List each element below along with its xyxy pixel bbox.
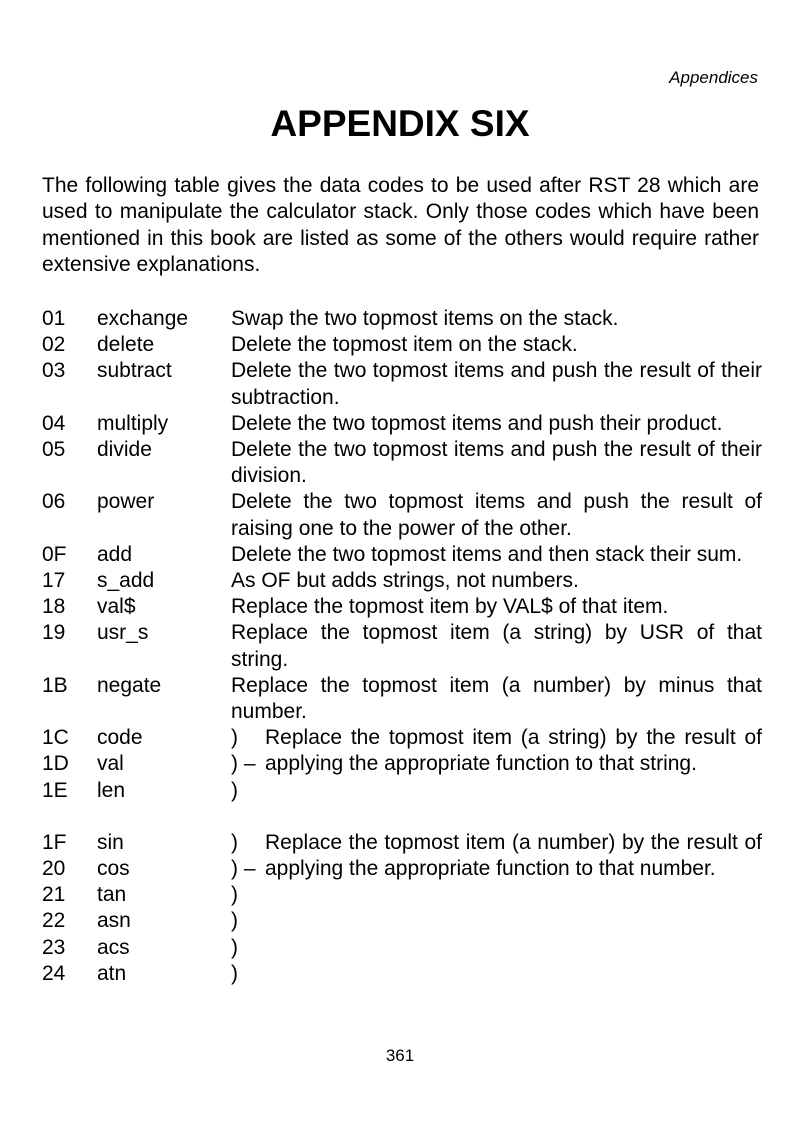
code-cell: 04 xyxy=(42,411,66,435)
description-cell: Delete the two topmost items and push the result of their subtraction. xyxy=(231,359,762,409)
bracket-mark: ) xyxy=(231,778,238,802)
code-cell: 1E xyxy=(42,778,68,802)
shared-description: Replace the topmost item (a string) by the result of applying the appropriate function to that string. xyxy=(265,726,762,776)
name-cell: tan xyxy=(97,883,127,907)
description-cell: Delete the two topmost items and then stack their sum. xyxy=(231,542,743,566)
page-number: 361 xyxy=(385,1046,415,1065)
table-row xyxy=(42,594,762,620)
description-cell: Delete the two topmost items and push the result of raising one to the power of the other. xyxy=(231,490,762,540)
table-row xyxy=(42,935,762,961)
code-cell: 23 xyxy=(42,935,66,959)
bracket-mark: ) xyxy=(231,935,238,959)
table-row xyxy=(42,358,762,410)
calculator-code-table xyxy=(42,306,762,987)
name-cell: exchange xyxy=(97,307,189,330)
code-cell: 1F xyxy=(42,830,67,854)
description-cell: Replace the topmost item by VAL$ of that item. xyxy=(231,595,669,619)
name-cell: val$ xyxy=(97,595,136,619)
description-cell: Replace the topmost item (a number) by minus that number. xyxy=(231,673,762,724)
bracket-mark: ) – xyxy=(231,752,256,776)
bracket-mark: ) xyxy=(231,883,238,907)
table-row xyxy=(42,489,762,541)
description-cell: Delete the topmost item on the stack. xyxy=(231,333,578,357)
description-cell: Replace the topmost item (a string) by USR of that string. xyxy=(231,621,762,671)
code-cell: 01 xyxy=(42,307,66,330)
code-cell: 20 xyxy=(42,857,66,880)
code-cell: 17 xyxy=(42,569,66,593)
name-cell: add xyxy=(97,542,133,566)
description-cell: Delete the two topmost items and push the result of their division. xyxy=(231,438,762,488)
code-cell: 19 xyxy=(42,621,66,645)
shared-description: Replace the topmost item (a number) by the result of applying the appropriate function to that number. xyxy=(265,830,762,881)
code-cell: 21 xyxy=(42,883,66,907)
string-function-group xyxy=(42,725,762,804)
name-cell: val xyxy=(97,752,124,776)
description-cell: As OF but adds strings, not numbers. xyxy=(231,569,579,593)
table-row xyxy=(42,411,762,437)
table-row xyxy=(42,620,762,672)
code-cell: 22 xyxy=(42,909,66,933)
code-cell: 05 xyxy=(42,438,66,462)
entry-list xyxy=(42,306,762,725)
name-cell: delete xyxy=(97,333,155,357)
name-cell: divide xyxy=(97,438,152,462)
table-row xyxy=(42,882,762,908)
name-cell: sin xyxy=(97,830,124,854)
name-cell: multiply xyxy=(97,411,169,435)
code-cell: 1D xyxy=(42,752,69,776)
name-cell: len xyxy=(97,778,126,802)
name-cell: usr_s xyxy=(97,621,149,645)
code-cell: 1C xyxy=(42,726,69,750)
code-cell: 18 xyxy=(42,595,66,619)
name-cell: asn xyxy=(97,909,131,933)
code-cell: 1B xyxy=(42,673,68,697)
table-row xyxy=(42,908,762,934)
table-row xyxy=(42,961,762,987)
name-cell: negate xyxy=(97,673,162,697)
code-cell: 0F xyxy=(42,542,67,566)
bracket-mark: ) xyxy=(231,961,238,985)
table-row xyxy=(42,306,762,332)
name-cell: atn xyxy=(97,961,127,985)
table-row xyxy=(42,542,762,568)
table-row xyxy=(42,437,762,489)
code-cell: 03 xyxy=(42,359,66,383)
name-cell: s_add xyxy=(97,569,155,593)
name-cell: acs xyxy=(97,935,130,959)
description-cell: Delete the two topmost items and push their product. xyxy=(231,411,723,435)
name-cell: cos xyxy=(97,857,130,880)
table-row xyxy=(42,568,762,594)
code-cell: 24 xyxy=(42,961,66,985)
code-cell: 02 xyxy=(42,333,66,357)
bracket-mark: ) xyxy=(231,726,238,750)
bracket-mark: ) – xyxy=(231,857,256,880)
intro-paragraph: The following table gives the data codes to be used after RST 28 which are used to manipulate the calculator stack. Only those codes which have been mentioned in this book are listed as some of the others would require rather extensive explanations. xyxy=(42,174,759,277)
table-row xyxy=(42,778,762,804)
bracket-mark: ) xyxy=(231,909,238,933)
table-row xyxy=(42,673,762,725)
running-head: Appendices xyxy=(669,68,758,87)
bracket-mark: ) xyxy=(231,830,238,854)
code-cell: 06 xyxy=(42,490,66,514)
table-row xyxy=(42,332,762,358)
group-spacer xyxy=(42,804,762,830)
name-cell: code xyxy=(97,726,143,750)
page-title: APPENDIX SIX xyxy=(270,103,530,144)
name-cell: subtract xyxy=(97,359,172,383)
description-cell: Swap the two topmost items on the stack. xyxy=(231,307,619,330)
name-cell: power xyxy=(97,490,155,514)
trig-function-group xyxy=(42,830,762,987)
